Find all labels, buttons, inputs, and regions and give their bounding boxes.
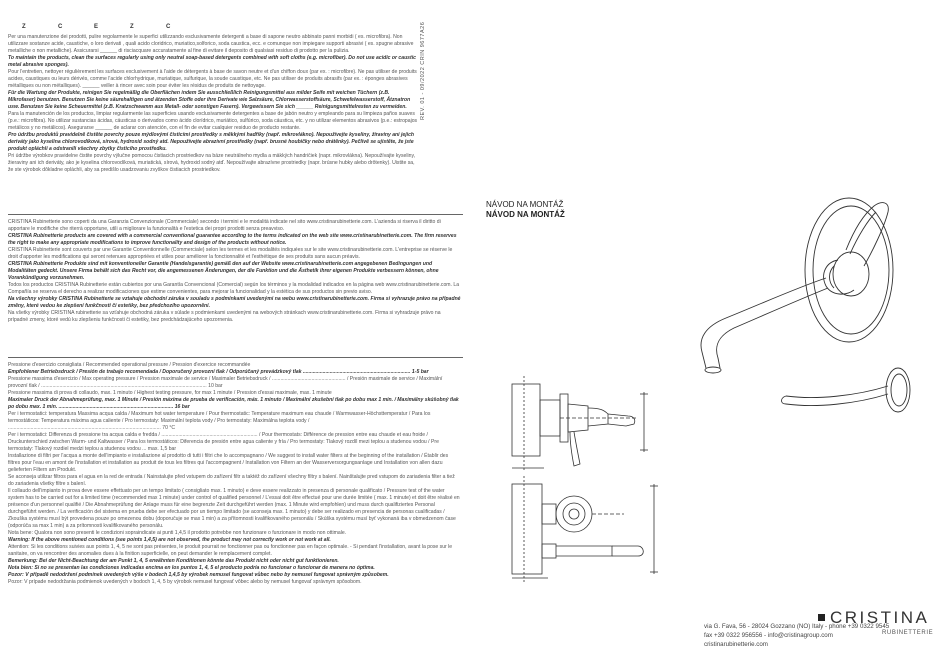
header-char: C bbox=[166, 24, 172, 30]
maintenance-instructions bbox=[8, 34, 418, 174]
specs-paragraph: Pressione massima di prova di collaudo, max. 1 minuto / Highest testing pressure, for max 1 minute / Pression d'essai maximale, max. 1 minute bbox=[8, 390, 332, 397]
specs-paragraph: Pozor: V prípade nedodržania podmienok uvedených v bodoch 1, 4, 5 by výrobok nemusel fungovať vôbec alebo by nemusel fungovať správnym spôsobom. bbox=[8, 579, 362, 586]
specs-paragraph: Empfohlener Betriebsdruck / Presión de trabajo recomendada / Doporučený provozní tlak / Odporúčaný prevádzkový tlak ............................................................................ 1-5 bar bbox=[8, 369, 429, 376]
warranty-paragraph: CRISTINA Rubinetterie Produkte sind mit konventioneller Garantie (Handelsgarantie) gemäß den auf der Website www.cristinarubinetterie.com angegebenen Bedingungen und Modalitäten gedeckt. Unsere Firma behält sich das Recht vor, die angemessenen Änderungen, der die Funktion und die Ästhetik ihrer eigenen Produkte verbessern können, ohne Vorankündigung vorzunehmen. bbox=[8, 261, 439, 282]
maintenance-paragraph: Para la manutención de los productos, limpiar regularmente las superficies usando exclusivamente detergentes a base de jabón neutro y empleando para su limpieza paños suaves (p.e.: microfibra). No utilizar sustancias ácidas, cáusticas o derivados como ácido clorídrico, muriático, sulfúrico, soda cáustica, etc. y no utilizar elementos abrasivos (p.e.: estropajos metálicos y no metálicos). Asegurarse ______ de aclarar con atención, con el fin de evitar cualquier residuo de producto restante. bbox=[8, 111, 418, 132]
warranty-paragraph: CRISTINA Rubinetterie sono coperti da una Garanzia Convenzionale (Commerciale) secondo i termini e le modalità indicate nel sito www.cristinarubinetterie.com. L'azienda si riserva il diritto di apportare le modifiche che riterrà opportune, utili a migliorare la funzionalità e l'estetica dei propri prodotti senza preavviso. bbox=[8, 219, 441, 233]
technical-specs bbox=[8, 362, 461, 587]
title-line: NÁVOD NA MONTÁŽ bbox=[486, 200, 564, 209]
divider bbox=[8, 214, 463, 215]
divider bbox=[8, 357, 463, 358]
title-line-bold: NÁVOD NA MONTÁŽ bbox=[486, 209, 565, 219]
warranty-paragraph: CRISTINA Rubinetterie sont couverts par une Garantie Conventionnelle (Commerciale) selon les termes et les modalités indiquées sur le site www.cristinarubinetterie.com. L'entreprise se réserve le droit d'apporter les modifications qui seront retenues appropriées et utiles pour améliorer la fonctionnalité et l'esthétique de ses produits sans aucun préavis. bbox=[8, 247, 453, 261]
specs-paragraph: Warning: If the above mentioned conditions (see points 1,4,5) are not observed, the product may not correctly work or not work at all. bbox=[8, 537, 331, 544]
header-char: C bbox=[58, 24, 64, 30]
faucet-perspective-drawing bbox=[676, 190, 938, 420]
specs-paragraph: Pozor: V případě nedodržení podmínek uvedených výše v bodech 1,4,5 by výrobek nemusel fungovat vůbec nebo by nemusel fungovat správným způsobem. bbox=[8, 572, 389, 579]
faucet-side-view-drawing bbox=[504, 372, 664, 472]
maintenance-paragraph: Pour l'entretien, nettoyer régulièrement les surfaces exclusivement à l'aide de détergents à base de savon neutre et d'un chiffon doux (par ex. : microfibre). Ne pas utiliser de produits acides, caustiques ou leurs dérivés, comme l'acide chlorhydrique, muriatique, sulfurique, la soude caustique, etc. Ne pas utiliser de produits abrasifs (par ex. : éponges abrasives métalliques ou non métalliques). ______ veiller à rincer avec soin pour éviter les résidus de produits de nettoyage. bbox=[8, 69, 417, 90]
specs-paragraph: Nota bene: Qualora non sono presenti le condizioni sopraindicate ai punti 1,4,5 il prodotto potrebbe non funzionare o funzionare in modo non ottimale. bbox=[8, 530, 347, 537]
warranty-text bbox=[8, 219, 461, 324]
specs-paragraph: Se aconseja utilizar filtros para el agua en la red de entrada / Nainstalujte před vstupem do zařízení filtr a taktéž do zařízení všechny filtry s balení. Nainštalujte pred vstupom do zariadenia filter a tiež do zariadenia všetky filtre s balení. bbox=[8, 474, 455, 488]
maintenance-paragraph: Pri údržbe výrobkov pravidelne čistite povrchy výlučne pomocou čistiacich prostriedkov na báze neutrálneho mydla a mäkkých handričiek (napr. mikrovlákna). Nepoužívajte kyseliny, žieraviny ani ich deriváty, ako je kyselina chlorovodíková, muriatická, sírová, hydroxid sodný atď. Nepoužívajte abrazívne prostriedky (napr. brúsne hubky alebo drôtenky). Uistite sa, že ste výrobok dôkladne opláchli, aby sa predišlo usadzovaniu zvyškov čistiacich prostriedkov. bbox=[8, 153, 416, 174]
header-char: Z bbox=[22, 24, 27, 30]
warranty-paragraph: Todos los productos CRISTINA Rubinetterie están cubiertos por una Garantía Convencional (Comercial) según los términos y la modalidad indicados en la página web www.cristinarubinetterie.com. La Compañía se reserva el derecho a realizar modificaciones que estime convenientes, para mejorar la funcionalidad y la estética de sus productos sin previo aviso. bbox=[8, 282, 460, 296]
revision-code: REV. 01 - 09/2022 CRIN 9677A26 bbox=[420, 21, 426, 120]
warranty-paragraph: CRISTINA Rubinetterie products are covered with a commercial conventional guarantee according to the terms indicated on the web site www.cristinarubinetterie.com. The firm reserves the right to make any appropriate modifications to improve functionality and design of the products without notice. bbox=[8, 233, 457, 247]
specs-paragraph: Per i termostatici: Differenza di pressione tra acqua calda e fredda / .................................................................... / Pour thermostats: Différence de pression entre eau chaude et eau froide / Druckunterschied zwischen Warm- und Kaltwasser / Para los termostáticos: Diferencia de presión entre agua caliente y fría / Pro termostaty: Tlakový rozdíl mezi teplou a studenou vodou / Pre termostaty: Tlakový rozdiel medzi teplou a studenou vodou ... max. 1,5 bar bbox=[8, 432, 439, 453]
specs-paragraph: Attention: Si les conditions suivies aux points 1, 4, 5 ne sont pas présentes, le produit pourrait ne fonctionner pas ou fonctionner pas en façon optimale. - Si pendant l'installation, avant la pose sur le sanitaire, on va rencontrer des anomalies dues à la finition superficielle, on peut demander le remplacement complet. bbox=[8, 544, 453, 558]
specs-paragraph: Pressione massima d'esercizio / Max operating pressure / Pression maximale de service / Maximaler Betriebsdruck / .................................................... / Presión maximale de service / Maximální provozní tlak / ..................................................................................................................... 10 bar bbox=[8, 376, 443, 390]
specs-paragraph: Per i termostatici: temperatura Massima acqua calda / Maximum hot water temperature / Pour thermostatic: Temperature maximum eau chaude / Warmwasser-Höchsttemperatur / Para los termostáticos: Temperatura máxima agua caliente / Pro termostaty: Maximální teplota vody / Pro termostaty: Maximálna teplota vody / ............................................................................................................ 70 °C bbox=[8, 411, 431, 432]
specs-paragraph: Il collaudo dell'impianto in prova deve essere effettuato per un tempo limitato ( consigliato max. 1 minuto) e deve essere realizzato in presenza di personale qualificato / Pressure test of the water system has to be carried out for a limited time (recommended max 1 minute) under control of qualified personnel / L'essai doit être effectué pour une durée limitée ( max. 1 minute) et doit être réalisé en présence d'un personnel qualifié / Die Abnahmeprüfung der Anlage muss für eine begrenzte Zeit durchgeführt werden (max. 1 Minute wird empfohlen) und muss durch qualifiziertes Personal durchgeführt werden. / La verificación del sistema en prueba debe ser efectuado por un tiempo limitado (se aconseja max. 1 minuto) y debe ser realizado en presencia de personas cualificadas / Zkouška systému musí být provedena pouze po omezenou dobu (doporučuje se max 1 min) a za přítomnosti kvalifikovaného personálu / Skúška systému musí byť vykonaná iba v obmedzenom čase (odporúča sa max 1 min) a za prítomnosti kvalifikovaného personálu. bbox=[8, 488, 460, 530]
maintenance-paragraph: Pro údržbu produktů pravidelně čistěte povrchy pouze mýdlovými čisticími prostředky s měkkými hadříky (např. mikrovlákno). Nepoužívejte kyseliny, žíraviny ani jejich deriváty jako kyselina chlorovodíková, sírová, hydroxid sodný atd. Nepoužívejte abrazivní prostředky (např. brusné houbičky nebo drátěnky). Pečlivě se ujistěte, že jste produkt opláchli a odstranili všechny zbytky čisticího prostředku. bbox=[8, 132, 415, 153]
address-line: via G. Fava, 56 - 28024 Gozzano (NO) Italy - phone +39 0322 9545 bbox=[704, 623, 890, 630]
logo-name: CRISTINA bbox=[830, 608, 930, 627]
specs-paragraph: Pressione d'esercizio consigliata / Recommended operational pressure / Pression d'exercice recommandée bbox=[8, 362, 251, 368]
document-title bbox=[486, 200, 565, 219]
warranty-paragraph: Na všetky výrobky CRISTINA rubinetterie sa vzťahuje obchodná záruka v súlade s podmienkami uvedenými na webových stránkach www.cristinarubinetterie.com. Firma si vyhradzuje právo na prípadné zmeny, ktoré vedú ku zlepšeniu funkčnosti či estetiky, bez predchádzajúceho upozornenia. bbox=[8, 310, 441, 324]
maintenance-paragraph: Für die Wartung der Produkte, reinigen Sie regelmäßig die Oberflächen indem Sie ausschließlich Reinigungsmittel aus milder Seife mit weichen Tüchern (z.B. Mikrofaser) benutzen. Benutzen Sie keine säurehaltigen und ätzenden Stoffe oder ihre Derivate wie Salzsäure, Chlorwasserstoffsäure, Schwefelwasserstoff, Ätznatron usw. Benutzen Sie keine Scheuermittel (z.B. Kratzschwamm aus Metall- oder sonstigen Fasern). Vergewissern Sie sich ______ Reinigungsmittelresten zu vermeiden. bbox=[8, 90, 411, 111]
logo-subtitle: RUBINETTERIE bbox=[882, 630, 934, 636]
header-char: E bbox=[94, 24, 100, 30]
maintenance-paragraph: Per una manutenzione dei prodotti, pulire regolarmente le superfici utilizzando esclusivamente detergenti a base di sapone neutro abbinato panni morbidi ( es. microfibra). Non utilizzare sostanze acide, caustiche, o loro derivati , quali acido cloridrico, muriatico,solforico, soda caustica, ecc. e comunque non impiegare supporti abrasivi ( es. spugne abrasive metalliche o non metalliche). Assicurarsi ______ di risciacquare accuratamente al fine di evitare il deposito di qualsiasi residuo di prodotto per la pulizia. bbox=[8, 34, 414, 55]
specs-paragraph: Installazione di filtri per l'acqua a monte dell'impianto e installazione al prodotto di tutti i filtri che lo accompagnano / We suggest to install water filters at the beginning of the installation / Établir des filtres pour l'eau en amont de l'installation et installation au produit de tous les filtres qui l'accompagnent / Installation von Filtern an der Wasserversorgungsanlage und Installation von allen dazu gelieferten Filtern am Produkt. bbox=[8, 453, 449, 474]
website-link[interactable]: cristinarubinetterie.com bbox=[704, 640, 768, 648]
logo-square-icon bbox=[818, 614, 825, 621]
header-characters bbox=[22, 24, 452, 30]
warranty-paragraph: Na všechny výrobky CRISTINA Rubinetterie se vztahuje obchodní záruka v souladu s podmínkami uvedenými na webu www.cristinarubinetterie.com. Firma si vyhrazuje právo na případné změny, které vedou ke zlepšení funkčnosti či estetiky, bez předchozího upozornění. bbox=[8, 296, 461, 310]
specs-paragraph: Maximaler Druck der Abnahmeprüfung, max. 1 Minute / Presión máxima de prueba de verificación, máx. 1 minuto / Maximální zkušební tlak po dobu max 1 min. / Maximálny skúšobný tlak po dobu max. 1 min. ................................................................................. 16 bar bbox=[8, 397, 459, 411]
maintenance-paragraph: To maintain the products, clean the surfaces regularly using only neutral soap-based detergents combined with soft cloths (e.g. microfiber). Do not use acidic or caustic metal abrasive sponges). bbox=[8, 55, 416, 69]
specs-paragraph: Bemerkung: Bei der Nicht-Beachtung der am Punkt 1, 4, 5 erwähnten Konditionen könnte das Produkt nicht oder nicht gut funktionieren. bbox=[8, 558, 339, 565]
faucet-section-drawing bbox=[504, 474, 674, 584]
header-char: Z bbox=[130, 24, 135, 30]
address-line: fax +39 0322 956556 - info@cristinagroup.com bbox=[704, 631, 833, 639]
specs-paragraph: Nota bien: Si no se presentan las condiciones indicadas encima en los puntos 1, 4, 5 el producto podría no funcionar o funcionar de manera no óptima. bbox=[8, 565, 375, 572]
